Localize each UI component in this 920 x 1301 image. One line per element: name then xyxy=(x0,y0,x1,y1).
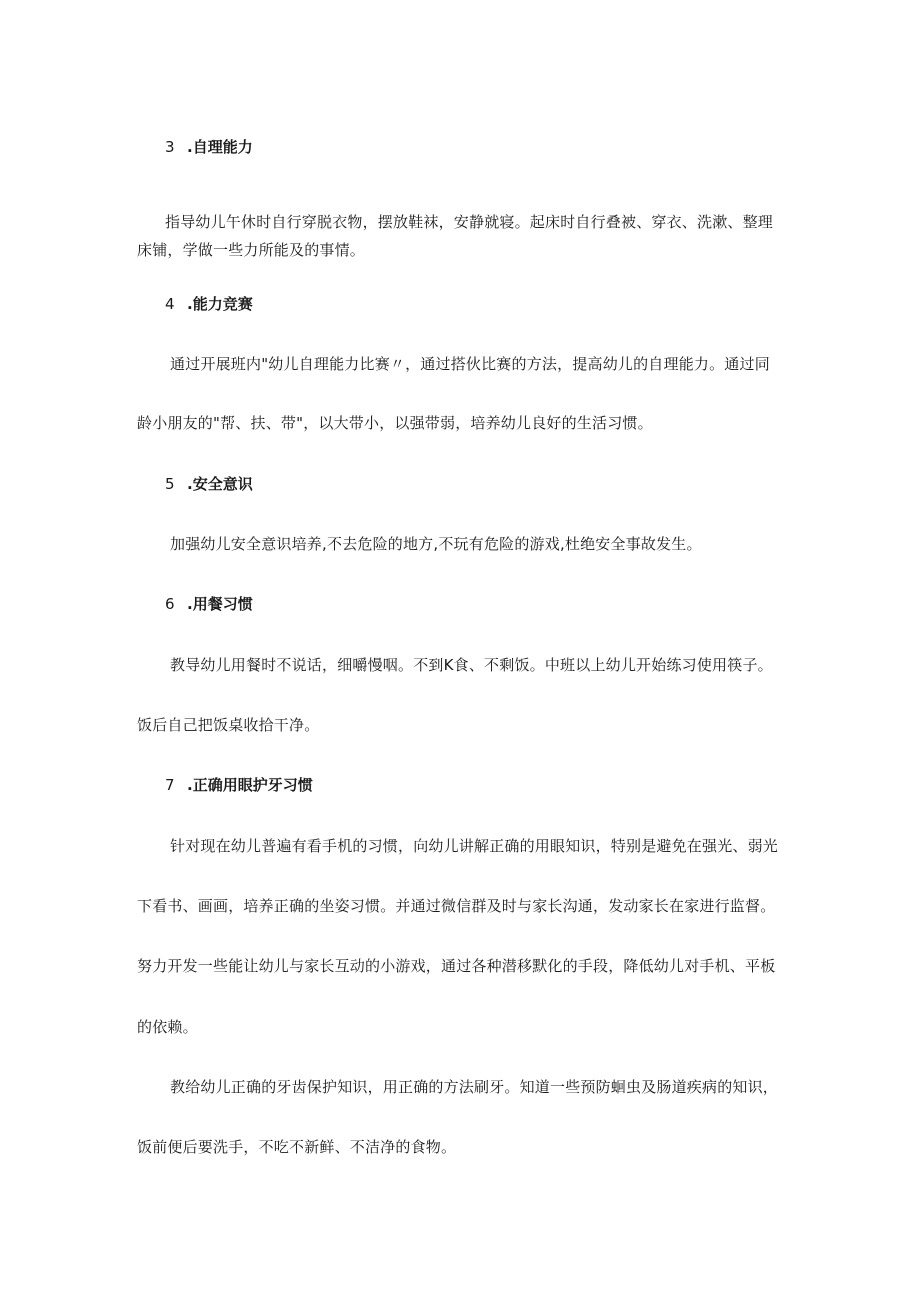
section-number: 4 xyxy=(165,295,175,313)
paragraph-line: 龄小朋友的"帮、扶、带"，以大带小，以强带弱，培养幼儿良好的生活习惯。 xyxy=(137,414,653,432)
section-number: 5 xyxy=(165,475,175,493)
paragraph-line: 针对现在幼儿普遍有看手机的习惯，向幼儿讲解正确的用眼知识，特别是避免在强光、弱光 xyxy=(170,837,779,855)
section-heading-7 xyxy=(165,776,313,794)
paragraph-line: 床铺，学做一些力所能及的事情。 xyxy=(137,241,366,259)
paragraph-line: 指导幼儿午休时自行穿脱衣物，摆放鞋袜，安静就寝。起床时自行叠被、穿衣、洗漱、整理 xyxy=(165,213,774,231)
section-number: 7 xyxy=(165,776,175,794)
section-heading-3 xyxy=(165,138,253,156)
section-title: .安全意识 xyxy=(187,475,253,493)
section-heading-6 xyxy=(165,595,253,613)
paragraph-line: 饭前便后要洗手，不吃不新鲜、不洁净的食物。 xyxy=(137,1138,457,1156)
paragraph-line: 教导幼儿用餐时不说话，细嚼慢咽。不到K食、不剩饭。中班以上幼儿开始练习使用筷子。 xyxy=(170,656,773,674)
section-heading-4 xyxy=(165,295,253,313)
section-title: .正确用眼护牙习惯 xyxy=(187,776,313,794)
paragraph-line: 通过开展班内"幼儿自理能力比赛〃，通过搭伙比赛的方法，提高幼儿的自理能力。通过同 xyxy=(170,355,770,373)
section-number: 3 xyxy=(165,138,175,156)
section-title: .用餐习惯 xyxy=(187,595,253,613)
paragraph-line: 加强幼儿安全意识培养,不去危险的地方,不玩有危险的游戏,杜绝安全事故发生。 xyxy=(170,535,702,553)
section-title: .自理能力 xyxy=(187,138,253,156)
section-number: 6 xyxy=(165,595,175,613)
paragraph-line: 努力开发一些能让幼儿与家长互动的小游戏，通过各种潜移默化的手段，降低幼儿对手机、平板 xyxy=(137,957,776,975)
paragraph-line: 的依赖。 xyxy=(137,1018,198,1036)
paragraph-line: 饭后自己把饭桌收拾干净。 xyxy=(137,716,320,734)
section-title: .能力竞赛 xyxy=(187,295,253,313)
section-heading-5 xyxy=(165,475,253,493)
paragraph-line: 下看书、画画，培养正确的坐姿习惯。并通过微信群及时与家长沟通，发动家长在家进行监督。 xyxy=(137,897,776,915)
paragraph-line: 教给幼儿正确的牙齿保护知识，用正确的方法刷牙。知道一些预防蛔虫及肠道疾病的知识， xyxy=(170,1078,779,1096)
